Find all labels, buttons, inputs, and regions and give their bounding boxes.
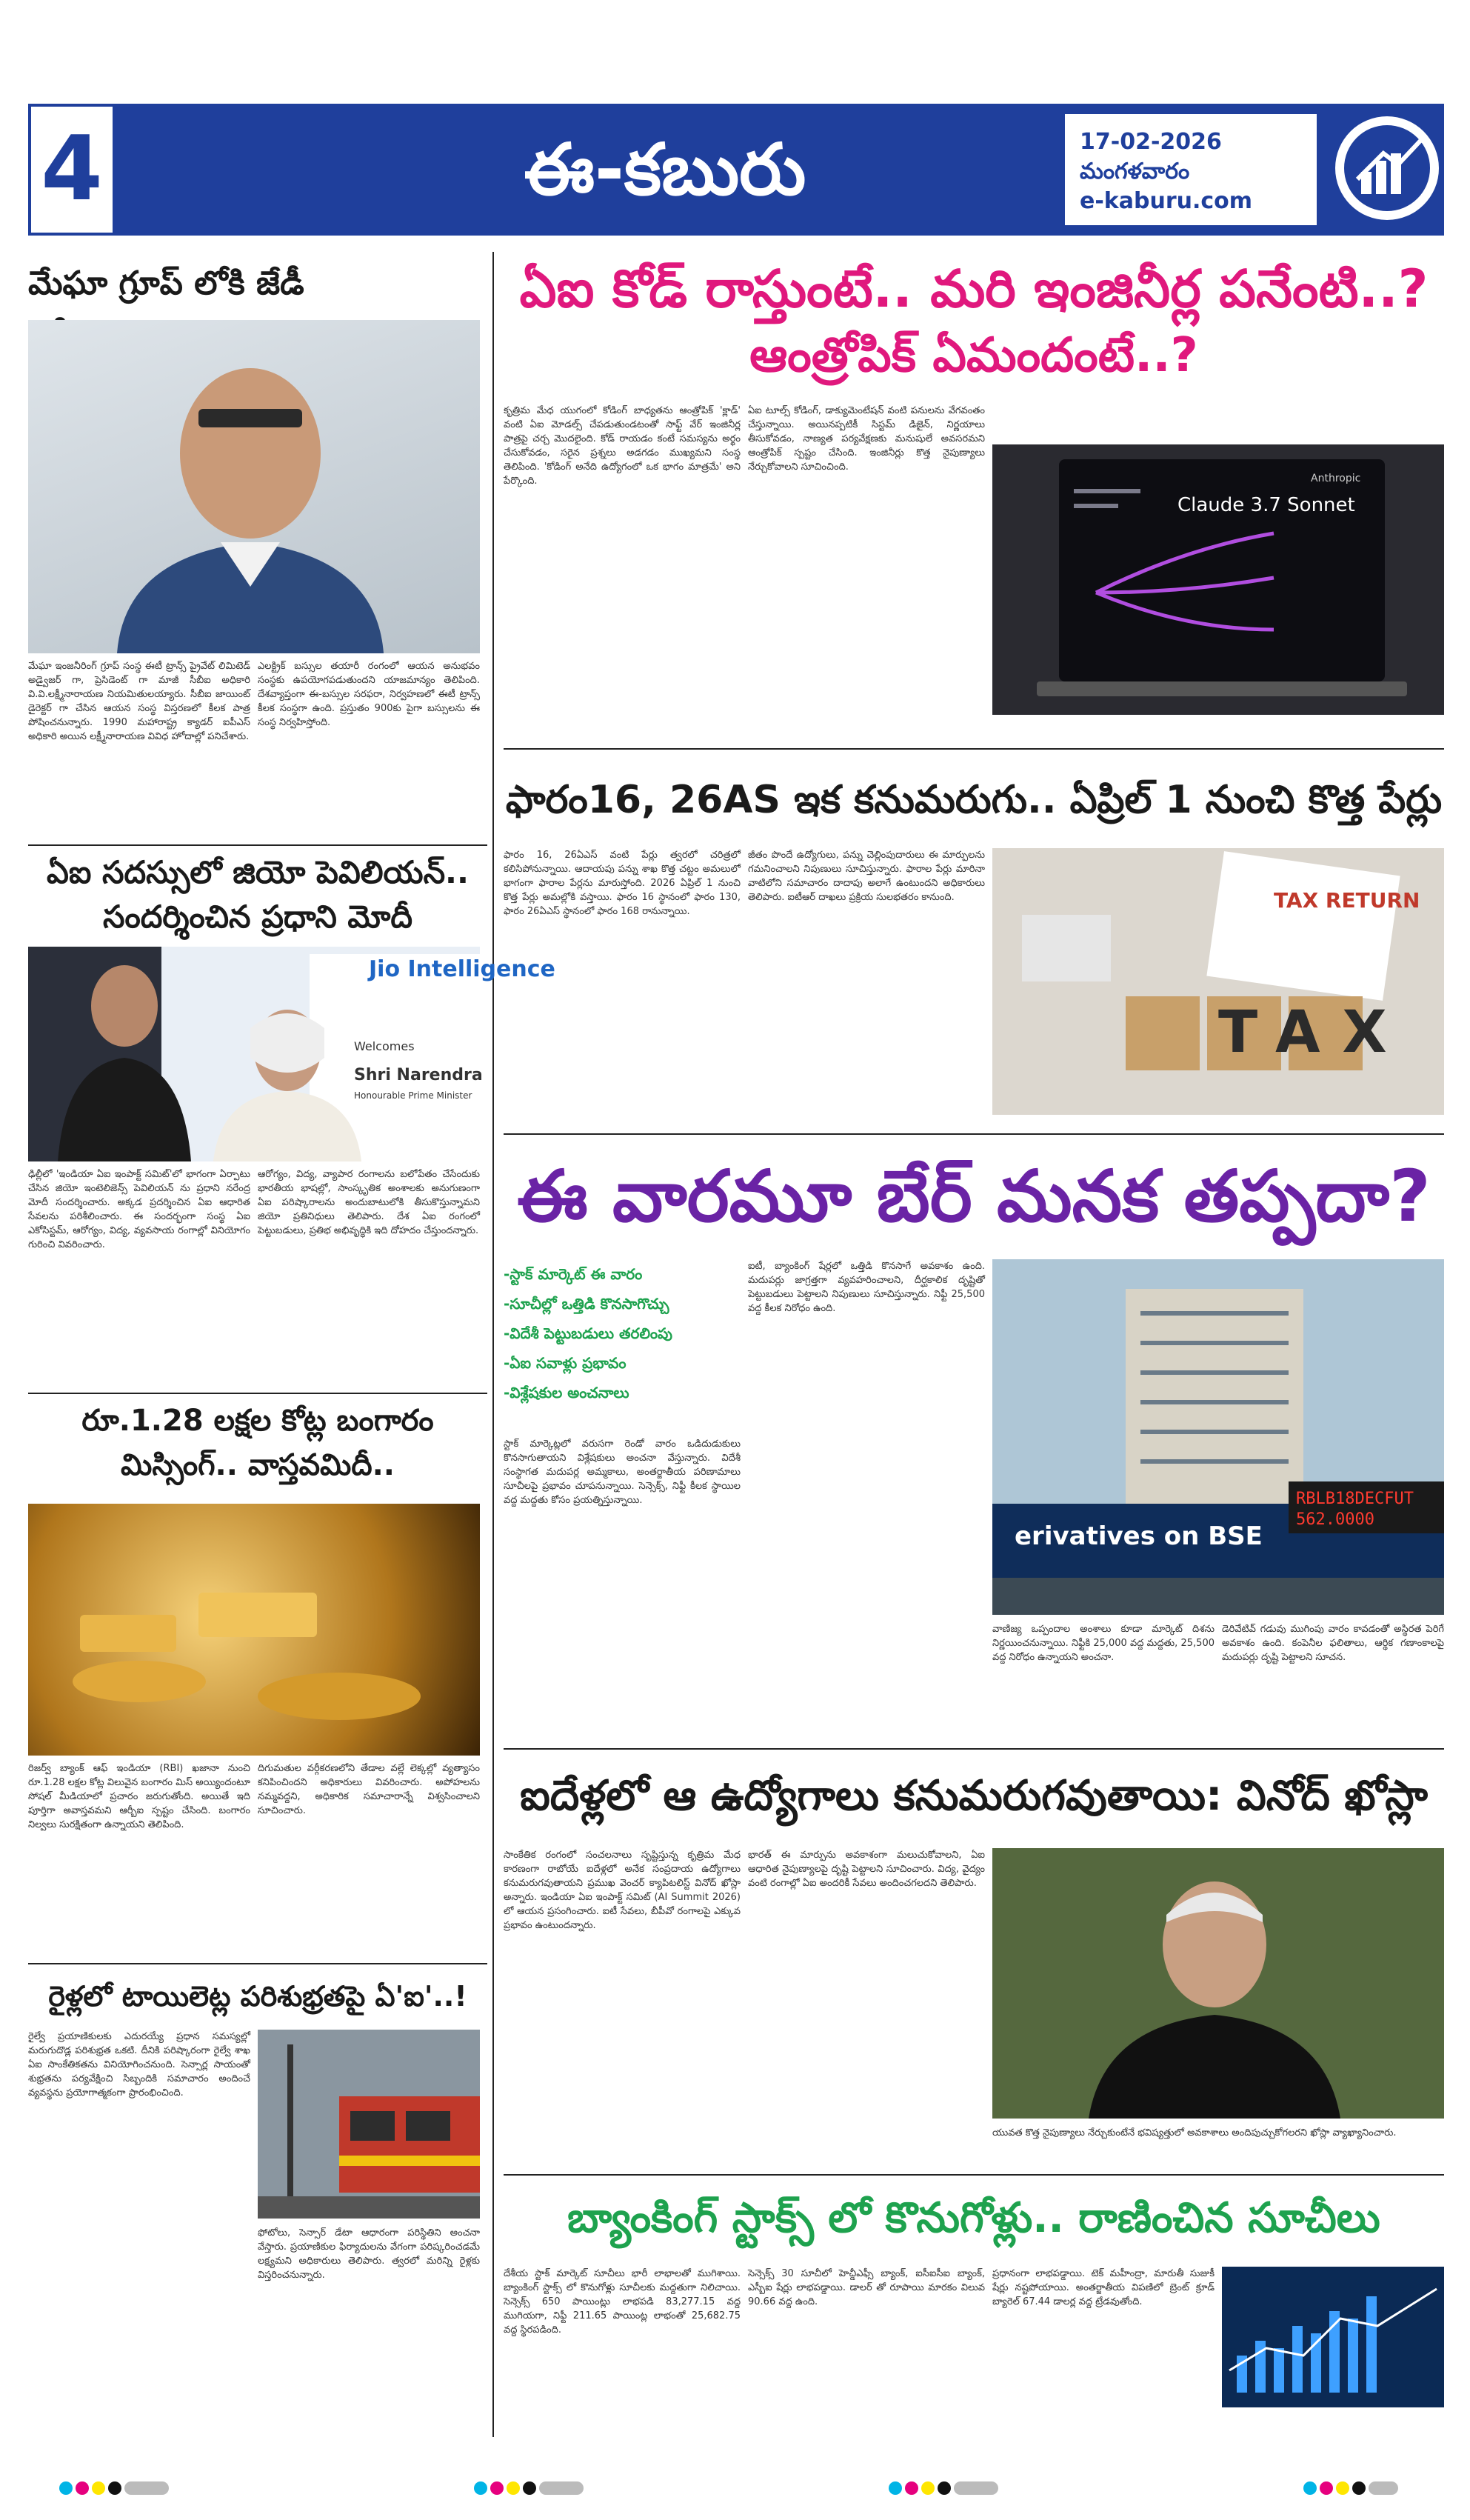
divider bbox=[504, 748, 1444, 750]
story-body-megha-b: ఎలక్ట్రిక్ బస్సుల తయారీ రంగంలో ఆయన అనుభవం సంస్థకు ఉపయోగపడుతుందని యాజమాన్యం తెలిపింది. దేశవ్యాప్తంగా ఈ-బస్సుల సరఫరా, నిర్వహణలో ఈటీ ట్రాన్స్ కీలక సంస్థగా ఉంది. ప్రస్తుతం 900కు పైగా బస్సులను ఈ సంస్థ నిర్వహిస్తోంది. bbox=[258, 661, 480, 728]
story-body-banking-a: దేశీయ స్టాక్ మార్కెట్ సూచీలు భారీ లాభాలతో ముగిశాయి. బ్యాంకింగ్ స్టాక్స్ లో కొనుగోళ్లు సూచీలకు మద్దతుగా నిలిచాయి. సెన్సెక్స్ 650 పాయింట్లు లాభపడి 83,277.15 వద్ద ముగియగా, నిఫ్టీ 211.65 పాయింట్ల లాభంతో 25,682.75 వద్ద స్థిరపడింది. bbox=[504, 2268, 741, 2336]
page-number: 4 bbox=[28, 104, 116, 236]
brand-logo-text[interactable]: ఈ-కబురు bbox=[524, 128, 806, 211]
story-body-gold-a: రిజర్వ్ బ్యాంక్ ఆఫ్ ఇండియా (RBI) ఖజానా నుంచి రూ.1.28 లక్షల కోట్ల విలువైన బంగారం మిస్ అయ్యిందంటూ సోషల్ మీడియాలో ప్రచారం జరుగుతోంది. అయితే ఇది పూర్తిగా అవాస్తవమని ఆర్బీఐ స్పష్టం చేసింది. బంగారం నిల్వలు సురక్షితంగా ఉన్నాయని తెలిపింది. bbox=[28, 1763, 250, 1830]
story-body-bear-d: డెరివేటివ్ గడువు ముగింపు వారం కావడంతో అస్థిరత పెరిగే అవకాశం ఉంది. కంపెనీల ఫలితాలు, ఆర్థిక గణాంకాలపై మదుపర్లు దృష్టి పెట్టాలని సూచన. bbox=[1222, 1624, 1444, 1663]
story-body-khosla-b: భారత్ ఈ మార్పును అవకాశంగా మలుచుకోవాలని, ఏఐ ఆధారిత నైపుణ్యాలపై దృష్టి పెట్టాలని సూచించారు. విద్య, వైద్యం వంటి రంగాల్లో ఏఐ అందరికీ సేవలు అందించగలదని తెలిపారు. bbox=[748, 1850, 985, 1889]
story-body-form16-a: ఫారం 16, 26ఏఎస్ వంటి పేర్లు త్వరలో చరిత్రలో కలిసిపోనున్నాయి. ఆదాయపు పన్ను శాఖ కొత్త చట్టం అమలులో భాగంగా ఫారాల పేర్లను మారుస్తోంది. 2026 ఏప్రిల్ 1 నుంచి కొత్త పేర్లు అమల్లోకి వస్తాయి. ఫారం 16 స్థానంలో ఫారం 130, ఫారం 26ఏఎస్ స్థానంలో ఫారం 168 రానున్నాయి. bbox=[504, 850, 741, 917]
divider bbox=[504, 1748, 1444, 1750]
story-headline-jio[interactable]: ఏఐ సదస్సులో జియో పెవిలియన్.. సందర్శించిన ప్రధాని మోదీ bbox=[47, 854, 469, 935]
story-body-bear-b: ఐటీ, బ్యాంకింగ్ షేర్లలో ఒత్తిడి కొనసాగే అవకాశం ఉంది. మదుపర్లు జాగ్రత్తగా వ్యవహరించాలని, దీర్ఘకాలిక దృష్టితో పెట్టుబడులు పెట్టాలని నిపుణులు సూచిస్తున్నారు. నిఫ్టీ 25,500 వద్ద కీలక నిరోధం ఉంది. bbox=[748, 1261, 985, 1314]
bullet-item: -స్టాక్ మార్కెట్ ఈ వారం bbox=[504, 1265, 643, 1283]
image-text-anthropic: Anthropic bbox=[1311, 473, 1361, 484]
story-headline-megha[interactable]: మేఘా గ్రూప్ లోకి జేడీ bbox=[28, 264, 304, 302]
story-body-khosla-c: యువత కొత్త నైపుణ్యాలు నేర్చుకుంటేనే భవిష్యత్తులో అవకాశాలు అందిపుచ్చుకోగలరని ఖోస్లా వ్యాఖ్యానించారు. bbox=[992, 2127, 1397, 2139]
print-registration-mark bbox=[474, 2481, 659, 2495]
image-text-title: Honourable Prime Minister bbox=[354, 1090, 472, 1101]
divider bbox=[504, 2174, 1444, 2176]
date-box bbox=[1065, 114, 1317, 225]
modi-at-jio-pavilion-photo bbox=[28, 947, 555, 1161]
story-body-rail-a: రైల్వే ప్రయాణికులకు ఎదురయ్యే ప్రధాన సమస్యల్లో మరుగుదొడ్ల పరిశుభ్రత ఒకటి. దీనికి పరిష్కారంగా రైల్వే శాఖ ఏఐ సాంకేతికతను వినియోగించనుంది. సెన్సార్ల సాయంతో శుభ్రతను పర్యవేక్షించి సిబ్బందికి సమాచారం అందించే వ్యవస్థను ప్రయోగాత్మకంగా ప్రారంభించింది. bbox=[28, 2031, 250, 2099]
story-body-bear-a: స్టాక్ మార్కెట్లలో వరుసగా రెండో వారం ఒడిదుడుకులు కొనసాగుతాయని విశ్లేషకులు అంచనా వేస్తున్నారు. విదేశీ సంస్థాగత మదుపర్ల అమ్మకాలు, అంతర్జాతీయ పరిణామాలు సూచీలపై ప్రభావం చూపనున్నాయి. సెన్సెక్స్, నిఫ్టీ కీలక స్థాయిల వద్ద మద్దతు కోసం ప్రయత్నిస్తున్నాయి. bbox=[504, 1439, 741, 1506]
masthead bbox=[28, 104, 1444, 236]
image-text-ticker: RBLB18DECFUT bbox=[1296, 1490, 1414, 1508]
story-body-banking-c: ప్రధానంగా లాభపడ్డాయి. టెక్ మహీంద్రా, మారుతీ సుజుకీ షేర్లు నష్టపోయాయి. అంతర్జాతీయ విపణిలో బ్రెంట్ క్రూడ్ బ్యారెల్ 67.44 డాలర్ల వద్ద ట్రేడవుతోంది. bbox=[992, 2268, 1215, 2307]
gold-coins-photo bbox=[28, 1504, 480, 1756]
story-headline-bear[interactable]: ఈ వారమూ బేర్ మనక తప్పదా? bbox=[517, 1155, 1431, 1238]
column-divider bbox=[492, 252, 494, 2437]
print-registration-mark bbox=[889, 2481, 1074, 2495]
bullet-item: -ఏఐ సవాళ్లు ప్రభావం bbox=[504, 1354, 627, 1372]
image-text-claude: Claude 3.7 Sonnet bbox=[1177, 494, 1355, 516]
story-headline-form16[interactable]: ఫారం16, 26AS ఇక కనుమరుగు.. ఏప్రిల్ 1 నుంచి కొత్త పేర్లు bbox=[505, 778, 1443, 822]
train-at-station-photo bbox=[258, 2030, 480, 2219]
bullet-item: -విదేశీ పెట్టుబడులు తరలింపు bbox=[504, 1324, 672, 1342]
story-body-megha-a: మేఘా ఇంజనీరింగ్ గ్రూప్ సంస్థ ఈటీ ట్రాన్స్ ప్రైవేట్ లిమిటెడ్ అడ్వైజర్ గా, ప్రెసిడెంట్ గా మాజీ సీబీఐ అధికారి వి.వి.లక్ష్మీనారాయణ నియమితులయ్యారు. సీబీఐ జాయింట్ డైరెక్టర్ గా చేసిన ఆయన సంస్థ విస్తరణలో కీలక పాత్ర పోషించనున్నారు. 1990 మహారాష్ట్ర క్యాడర్ ఐపీఎస్ అధికారి అయిన లక్ష్మీనారాయణ వివిధ హోదాల్లో పనిచేశారు. bbox=[28, 661, 250, 742]
image-text-name: Shri Narendra bbox=[354, 1066, 483, 1084]
story-body-banking-b: సెన్సెక్స్ 30 సూచీలో హెచ్డీఎఫ్సీ బ్యాంక్, ఐసీఐసీఐ బ్యాంక్, ఎస్బీఐ షేర్లు లాభపడ్డాయి. డాలర్ తో రూపాయి మారకం విలువ 90.66 వద్ద ఉంది. bbox=[748, 2268, 985, 2307]
bse-building-photo bbox=[992, 1259, 1444, 1615]
story-body-ai-code-b: ఏఐ టూల్స్ కోడింగ్, డాక్యుమెంటేషన్ వంటి పనులను వేగవంతం చేస్తున్నాయి. అయినప్పటికీ సిస్టమ్ డిజైన్, నిర్ణయాలు తీసుకోవడం, నాణ్యత పర్యవేక్షణకు మనుషులే అవసరమని ఆంత్రోపిక్ స్పష్టం చేసింది. ఇంజినీర్లు కొత్త నైపుణ్యాలు నేర్చుకోవాలని సూచించింది. bbox=[748, 405, 985, 473]
bullet-item: -సూచీల్లో ఒత్తిడి కొనసాగొచ్చు bbox=[504, 1295, 669, 1313]
image-text-price: 562.0000 bbox=[1296, 1510, 1374, 1529]
story-body-bear-c: వాణిజ్య ఒప్పందాల అంశాలు కూడా మార్కెట్ దిశను నిర్ణయించనున్నాయి. నిఫ్టీకి 25,000 వద్ద మద్దతు, 25,500 వద్ద నిరోధం ఉన్నాయని అంచనా. bbox=[992, 1624, 1215, 1663]
story-body-jio-b: ఆరోగ్యం, విద్య, వ్యాపార రంగాలను బలోపేతం చేసేందుకు భారతీయ భాషల్లో, సాంస్కృతిక అంశాలకు అనుగుణంగా ఏఐ పరిష్కారాలను అందుబాటులోకి తీసుకొస్తున్నామని జియో ప్రతినిధులు తెలిపారు. దేశ ఏఐ రంగంలో పెట్టుబడులు, ప్రతిభ అభివృద్ధికి ఇది దోహదం చేస్తుందన్నారు. bbox=[258, 1169, 480, 1236]
story-body-rail-b: ఫోటోలు, సెన్సార్ డేటా ఆధారంగా పరిస్థితిని అంచనా వేస్తారు. ప్రయాణికుల ఫిర్యాదులను వేగంగా పరిష్కరించడమే లక్ష్యమని అధికారులు తెలిపారు. త్వరలో మరిన్ని రైళ్లకు విస్తరించనున్నారు. bbox=[258, 2227, 480, 2281]
image-text-derivatives: erivatives on BSE bbox=[1015, 1521, 1263, 1551]
story-headline-banking[interactable]: బ్యాంకింగ్ స్టాక్స్ లో కొనుగోళ్లు.. రాణించిన సూచీలు bbox=[567, 2194, 1380, 2242]
market-bullets bbox=[504, 1259, 741, 1430]
story-body-khosla-a: సాంకేతిక రంగంలో సంచలనాలు సృష్టిస్తున్న కృత్రిమ మేధ కారణంగా రాబోయే ఐదేళ్లలో అనేక సంప్రదాయ ఉద్యోగాలు కనుమరుగవుతాయని ప్రముఖ వెంచర్ క్యాపిటలిస్ట్ వినోద్ ఖోస్లా అన్నారు. ఇండియా ఏఐ ఇంపాక్ట్ సమిట్ (AI Summit 2026) లో ఆయన ప్రసంగించారు. ఐటీ సేవలు, బీపీవో రంగాలపై ఎక్కువ ప్రభావం ఉంటుందన్నారు. bbox=[504, 1850, 741, 1931]
story-body-jio-a: ఢిల్లీలో 'ఇండియా ఏఐ ఇంపాక్ట్ సమిట్'లో భాగంగా ఏర్పాటు చేసిన జియో ఇంటెలిజెన్స్ పెవిలియన్ ను ప్రధాని నరేంద్ర మోదీ సందర్శించారు. అక్కడ ప్రదర్శించిన ఏఐ ఆధారిత సేవలను పరిశీలించారు. ఈ సందర్భంగా సంస్థ ఏఐ ఎకోసిస్టమ్, ఆరోగ్యం, విద్య, వ్యవసాయ రంగాల్లో వినియోగం గురించి వివరించారు. bbox=[28, 1169, 250, 1250]
divider bbox=[28, 844, 487, 846]
story-headline-rail[interactable]: రైళ్లలో టాయిలెట్ల పరిశుభ్రతపై ఏ'ఐ'..! bbox=[48, 1980, 467, 2013]
stock-chart-screen-photo bbox=[1222, 2267, 1444, 2407]
bullet-item: -విశ్లేషకుల అంచనాలు bbox=[504, 1384, 629, 1401]
man-in-blue-jacket-photo bbox=[28, 320, 480, 653]
issue-weekday: మంగళవారం bbox=[1080, 159, 1190, 184]
print-registration-mark bbox=[1303, 2481, 1451, 2495]
issue-date: 17-02-2026 bbox=[1080, 129, 1222, 155]
image-text-welcomes: Welcomes bbox=[354, 1039, 415, 1053]
website-link[interactable]: e-kaburu.com bbox=[1080, 188, 1253, 214]
brand-emblem-icon bbox=[1332, 113, 1443, 224]
image-text-jio: Jio Intelligence bbox=[369, 956, 555, 982]
divider bbox=[28, 1393, 487, 1394]
vinod-khosla-photo bbox=[992, 1848, 1444, 2119]
story-headline-khosla[interactable]: ఐదేళ్లలో ఆ ఉద్యోగాలు కనుమరుగవుతాయి: వినోద్ ఖోస్లా bbox=[520, 1772, 1428, 1820]
story-subheadline-anthropic[interactable]: ఆంత్రోపిక్ ఏమందంటే..? bbox=[749, 328, 1198, 383]
story-body-gold-b: దిగుమతుల వర్గీకరణలోని తేడాల వల్లే లెక్కల్లో వ్యత్యాసం కనిపించిందని అధికారులు వివరించారు. అపోహలను నమ్మవద్దని, అధికారిక సమాచారాన్నే విశ్వసించాలని సూచించారు. bbox=[258, 1763, 480, 1816]
laptop-claude-3-7-sonnet-photo bbox=[992, 444, 1444, 715]
story-body-form16-b: జీతం పొందే ఉద్యోగులు, పన్ను చెల్లింపుదారులు ఈ మార్పులను గమనించాలని నిపుణులు సూచిస్తున్నారు. ఫారాల పేర్లు మారినా వాటిలోని సమాచారం దాదాపు అలాగే ఉంటుందని అధికారులు తెలిపారు. ఐటీఆర్ దాఖలు ప్రక్రియ సులభతరం కానుంది. bbox=[748, 850, 985, 903]
tax-blocks-photo bbox=[992, 848, 1444, 1115]
story-headline-gold[interactable]: రూ.1.28 లక్షల కోట్ల బంగారం మిస్సింగ్.. వాస్తవమిదీ.. bbox=[81, 1404, 434, 1482]
story-headline-ai-code[interactable]: ఏఐ కోడ్ రాస్తుంటే.. మరి ఇంజినీర్ల పనేంటి..? bbox=[519, 259, 1429, 319]
image-text-tax-return: TAX RETURN bbox=[1274, 888, 1420, 913]
divider bbox=[28, 1963, 487, 1964]
image-text-tax: TAX bbox=[1218, 999, 1409, 1066]
divider bbox=[504, 1133, 1444, 1135]
story-body-ai-code-a: కృత్రిమ మేధ యుగంలో కోడింగ్ బాధ్యతను ఆంత్రోపిక్ 'క్లాడ్' వంటి ఏఐ మోడల్స్ చేపడుతుండటంతో సాఫ్ట్ వేర్ ఇంజినీర్ల పాత్రపై చర్చ మొదలైంది. కోడ్ రాయడం కంటే సమస్యను అర్థం చేసుకోవడం, సరైన ప్రశ్నలు అడగడం ముఖ్యమని సంస్థ తెలిపింది. 'కోడింగ్ అనేది ఉద్యోగంలో ఒక భాగం మాత్రమే' అని పేర్కొంది. bbox=[504, 405, 741, 487]
print-registration-mark bbox=[59, 2481, 244, 2495]
